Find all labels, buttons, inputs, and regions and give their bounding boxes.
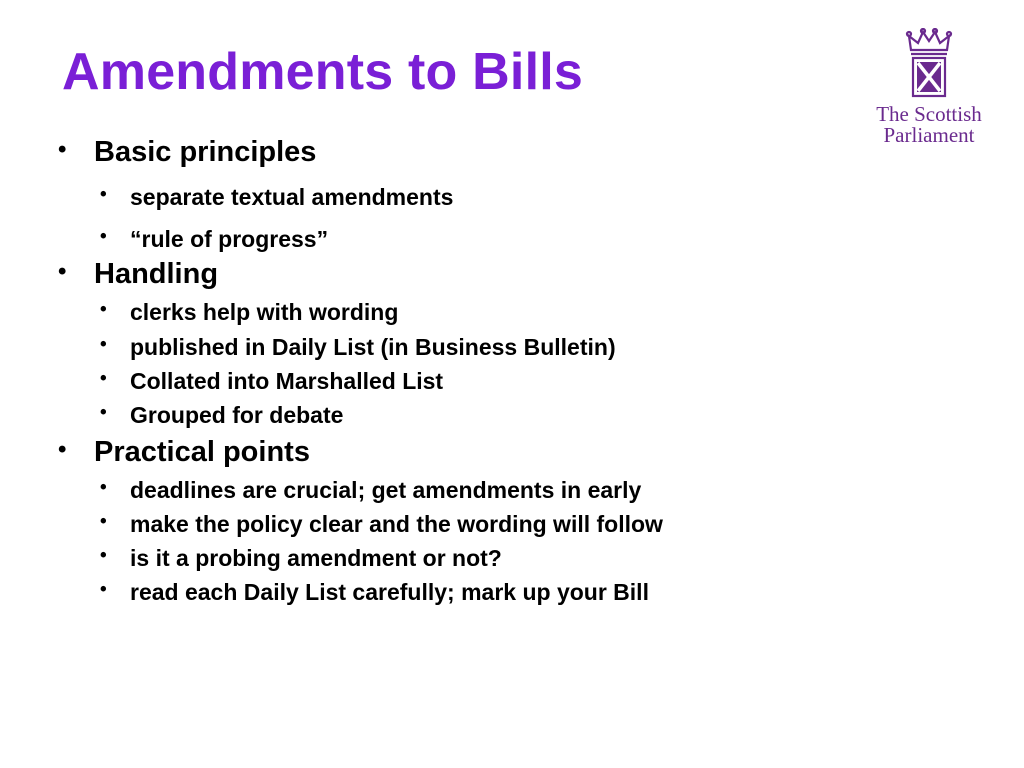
bullet-dot: •	[100, 511, 107, 532]
section-heading-text: Basic principles	[94, 136, 317, 168]
scottish-parliament-logo	[860, 28, 1000, 158]
list-item	[100, 545, 502, 572]
bullet-dot: •	[100, 579, 107, 600]
logo-line-2: Parliament	[883, 123, 975, 147]
section-heading-text: Practical points	[94, 436, 310, 468]
logo-line-1: The Scottish	[876, 102, 982, 126]
list-item	[100, 579, 649, 606]
list-item	[100, 334, 616, 361]
bullet-dot: •	[100, 477, 107, 498]
slide-title: Amendments to Bills	[62, 43, 583, 101]
bullet-dot: •	[100, 545, 107, 566]
bullet-dot: •	[58, 436, 67, 463]
list-item-text: make the policy clear and the wording will follow	[130, 511, 663, 537]
list-item-text: read each Daily List carefully; mark up your Bill	[130, 579, 649, 605]
list-item-text: Collated into Marshalled List	[130, 368, 444, 394]
list-item-text: clerks help with wording	[130, 299, 399, 325]
list-item	[100, 368, 444, 395]
list-item	[100, 299, 399, 326]
bullet-dot: •	[100, 184, 107, 205]
list-item	[100, 511, 663, 538]
bullet-dot: •	[100, 334, 107, 355]
list-item	[100, 226, 329, 253]
list-item-text: is it a probing amendment or not?	[130, 545, 502, 571]
list-item-text: published in Daily List (in Business Bulletin)	[130, 334, 616, 360]
bullet-dot: •	[58, 136, 67, 163]
bullet-dot: •	[100, 299, 107, 320]
section-heading	[58, 258, 219, 291]
list-item	[100, 184, 454, 211]
crown-saltire-icon	[905, 28, 953, 100]
logo-wordmark	[860, 104, 998, 146]
list-item	[100, 402, 344, 429]
section-heading	[58, 436, 310, 469]
list-item-text: separate textual amendments	[130, 184, 454, 210]
bullet-dot: •	[100, 368, 107, 389]
section-heading-text: Handling	[94, 258, 219, 290]
bullet-dot: •	[100, 226, 107, 247]
bullet-dot: •	[100, 402, 107, 423]
bullet-dot: •	[58, 258, 67, 285]
list-item-text: Grouped for debate	[130, 402, 344, 428]
list-item-text: deadlines are crucial; get amendments in early	[130, 477, 642, 503]
list-item-text: “rule of progress”	[130, 226, 329, 252]
list-item	[100, 477, 642, 504]
section-heading	[58, 136, 317, 169]
